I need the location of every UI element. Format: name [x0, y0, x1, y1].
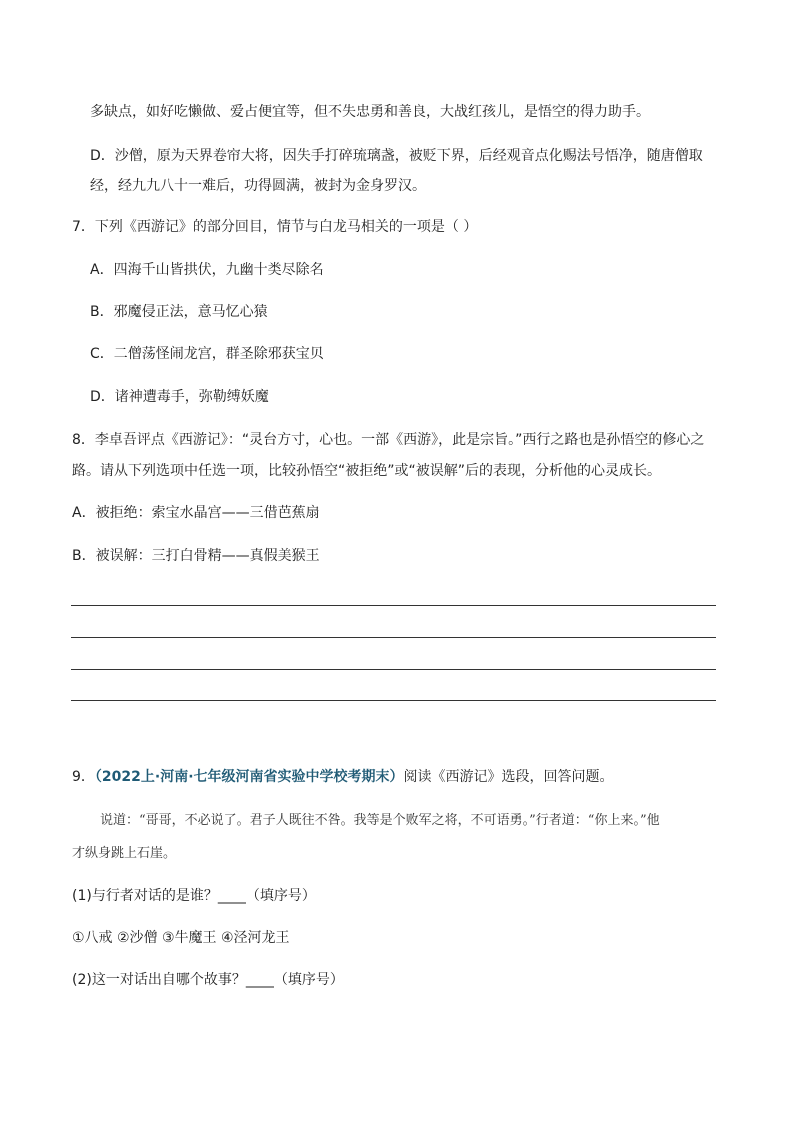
q9-passage-line1: 说道：“哥哥，不必说了。君子人既往不咎。我等是个败军之将，不可语勇。”行者道：“你上来。”他: [100, 813, 660, 828]
answer-line[interactable]: [71, 669, 716, 670]
q8-option-b: B．被误解：三打白骨精——真假美猴王: [72, 548, 320, 564]
q7-option-d: D．诸神遭毒手，弥勒缚妖魔: [90, 389, 269, 405]
q9-number: 9．: [72, 769, 95, 785]
q8-stem-line2: 路。请从下列选项中任选一项，比较孙悟空“被拒绝”或“被误解”后的表现，分析他的心灵成长。: [72, 463, 662, 479]
q9-header: [72, 767, 614, 787]
answer-line[interactable]: [71, 700, 716, 701]
q7-option-b: B．邪魔侵正法，意马忆心猿: [90, 304, 268, 320]
q9-passage-line2: 才纵身跳上石崖。: [72, 846, 177, 861]
answer-line[interactable]: [71, 637, 716, 638]
q9-source: （2022上·河南·七年级河南省实验中学校考期末）: [94, 769, 404, 785]
q7-stem: 7．下列《西游记》的部分回目，情节与白龙马相关的一项是（ ）: [72, 219, 478, 235]
q9-instruction: 阅读《西游记》选段，回答问题。: [403, 769, 614, 785]
q8-option-a: A．被拒绝：索宝水晶宫——三借芭蕉扇: [72, 505, 320, 521]
q6-c-tail: 多缺点，如好吃懒做、爱占便宜等，但不失忠勇和善良，大战红孩儿，是悟空的得力助手。: [90, 104, 650, 120]
q7-option-c: C．二僧荡怪闹龙宫，群圣除邪获宝贝: [90, 346, 324, 362]
q6-option-d-line2: 经，经九九八十一难后，功得圆满，被封为金身罗汉。: [90, 178, 426, 194]
answer-line[interactable]: [71, 605, 716, 606]
q9-sub-question-1-choices: ①八戒 ②沙僧 ③牛魔王 ④泾河龙王: [72, 930, 290, 946]
q9-sub-question-1: (1)与行者对话的是谁？____（填序号）: [72, 888, 316, 904]
q9-sub-question-2: (2)这一对话出自哪个故事？____（填序号）: [72, 972, 344, 988]
q8-stem-line1: 8．李卓吾评点《西游记》：“灵台方寸，心也。一部《西游》，此是宗旨。”西行之路也是孙悟空的修心之: [72, 432, 705, 448]
q6-option-d-line1: D．沙僧，原为天界卷帘大将，因失手打碎琉璃盏，被贬下界，后经观音点化赐法号悟净，随唐僧取: [90, 148, 703, 164]
q7-option-a: A．四海千山皆拱伏，九幽十类尽除名: [90, 262, 324, 278]
